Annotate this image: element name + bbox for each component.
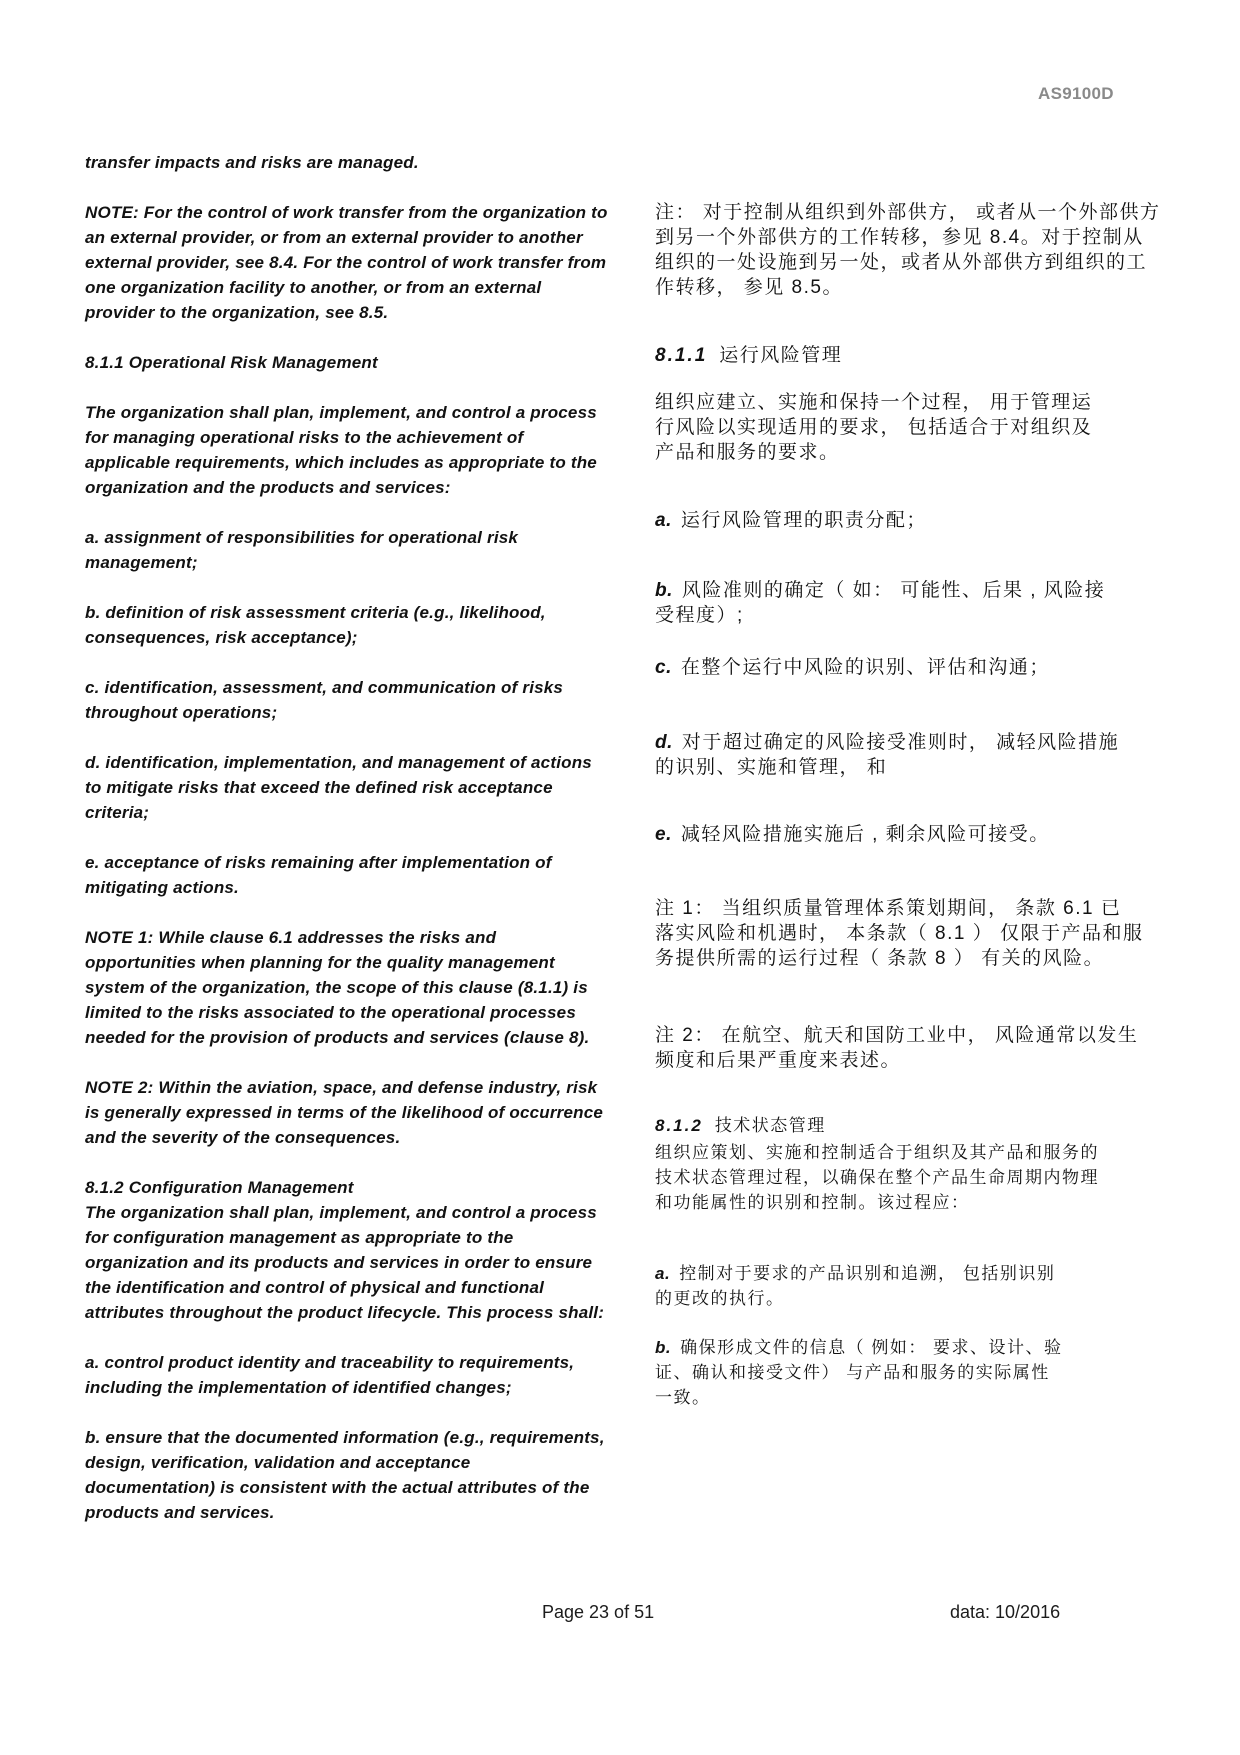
list-text: 在整个运行中风险的识别、评估和沟通； [680, 657, 1050, 678]
page-number: Page 23 of 51 [542, 1602, 655, 1622]
zh-note-1: 注 1： 当组织质量管理体系策划期间， 条款 6.1 已 落实风险和机遇时， 本条款（ 8.1 ） 仅限于产品和服 务提供所需的运行过程（ 条款 8 ） 有关的风险。 [655, 898, 1144, 969]
list-marker: a. [655, 1264, 671, 1283]
list-text: 确保形成文件的信息（ 例如： 要求、设计、验 证、确认和接受文件） 与产品和服务的实际属性 一致。 [655, 1338, 1063, 1407]
en-body-8-1-2: The organization shall plan, implement, and control a process for configuration management as appropriate to the organization and its products and services in order to ensure the identification and control of physical and functional attributes throughout the product lifecycle. This process shall: [85, 1203, 605, 1322]
list-marker: c. [655, 657, 672, 678]
list-text: 风险准则的确定（ 如： 可能性、后果 , 风险接 受程度）; [655, 580, 1106, 626]
zh-heading-title: 技术状态管理 [714, 1116, 826, 1135]
en-heading-8-1-1: 8.1.1 Operational Risk Management [85, 353, 378, 372]
zh-item-b-8-1-2 [655, 1335, 1063, 1410]
en-paragraph-transfer: transfer impacts and risks are managed. [85, 153, 419, 172]
zh-item-c [655, 655, 1050, 680]
list-marker: d. [655, 732, 673, 753]
zh-item-a-8-1-2 [655, 1261, 1055, 1311]
en-item-b: b. definition of risk assessment criteria (e.g., likelihood, consequences, risk acceptance); [85, 603, 546, 647]
list-text: 控制对于要求的产品识别和追溯， 包括别识别 的更改的执行。 [655, 1264, 1056, 1308]
list-text: 减轻风险措施实施后 , 剩余风险可接受。 [680, 824, 1050, 845]
zh-item-e [655, 822, 1050, 847]
zh-item-b [655, 578, 1105, 628]
zh-heading-number: 8.1.2 [655, 1116, 703, 1135]
en-note-2: NOTE 2: Within the aviation, space, and defense industry, risk is generally expressed in terms of the likelihood of occurrence and the severity of the consequences. [85, 1078, 604, 1147]
zh-heading-8-1-1 [655, 343, 842, 368]
zh-note-paragraph: 注： 对于控制从组织到外部供方， 或者从一个外部供方 到另一个外部供方的工作转移，参见 8.4。对于控制从 组织的一处设施到另一处，或者从外部供方到组织的工 作转移， 参见 8.5。 [655, 202, 1161, 298]
zh-note-2: 注 2： 在航空、航天和国防工业中， 风险通常以发生 频度和后果严重度来表述。 [655, 1025, 1139, 1071]
doc-code-header: AS9100D [1038, 84, 1114, 103]
zh-heading-title: 运行风险管理 [719, 345, 843, 366]
en-note-1: NOTE 1: While clause 6.1 addresses the risks and opportunities when planning for the quality management system of the organization, the scope of this clause (8.1.1) is limited to the risks associated to the operational processes needed for the provision of products and services (clause 8). [85, 928, 590, 1047]
zh-heading-number: 8.1.1 [655, 345, 708, 366]
en-item-d: d. identification, implementation, and management of actions to mitigate risks that exceed the defined risk acceptance criteria; [85, 753, 592, 822]
en-item-a: a. assignment of responsibilities for operational risk management; [85, 528, 519, 572]
zh-body-8-1-1: 组织应建立、实施和保持一个过程， 用于管理运 行风险以实现适用的要求， 包括适合于对组织及 产品和服务的要求。 [655, 392, 1093, 463]
en-item-e: e. acceptance of risks remaining after implementation of mitigating actions. [85, 853, 552, 897]
list-marker: e. [655, 824, 672, 845]
zh-body-8-1-2: 组织应策划、实施和控制适合于组织及其产品和服务的 技术状态管理过程，以确保在整个产品生命周期内物理 和功能属性的识别和控制。该过程应： [655, 1143, 1099, 1212]
date-label: data: 10/2016 [950, 1602, 1061, 1622]
zh-heading-8-1-2 [655, 1113, 826, 1138]
zh-item-d [655, 730, 1119, 780]
list-text: 运行风险管理的职责分配； [680, 510, 927, 531]
list-marker: b. [655, 1338, 672, 1357]
en-item-c: c. identification, assessment, and communication of risks throughout operations; [85, 678, 564, 722]
zh-item-a [655, 508, 927, 533]
list-marker: b. [655, 580, 673, 601]
list-text: 对于超过确定的风险接受准则时， 减轻风险措施 的识别、实施和管理， 和 [655, 732, 1120, 778]
en-body-8-1-1: The organization shall plan, implement, and control a process for managing operational risks to the achievement of applicable requirements, which includes as appropriate to the organization and the products and services: [85, 403, 597, 497]
en-note-paragraph: NOTE: For the control of work transfer from the organization to an external provider, or from an external provider to another external provider, see 8.4. For the control of work transfer from one organization facility to another, or from an external provider to the organization, see 8.5. [85, 203, 608, 322]
list-marker: a. [655, 510, 672, 531]
en-item-b-8-1-2: b. ensure that the documented information (e.g., requirements, design, verification, validation and acceptance documentation) is consistent with the actual attributes of the products and services. [85, 1428, 605, 1522]
en-heading-8-1-2: 8.1.2 Configuration Management [85, 1178, 354, 1197]
en-item-a-8-1-2: a. control product identity and traceability to requirements, including the implementation of identified changes; [85, 1353, 575, 1397]
